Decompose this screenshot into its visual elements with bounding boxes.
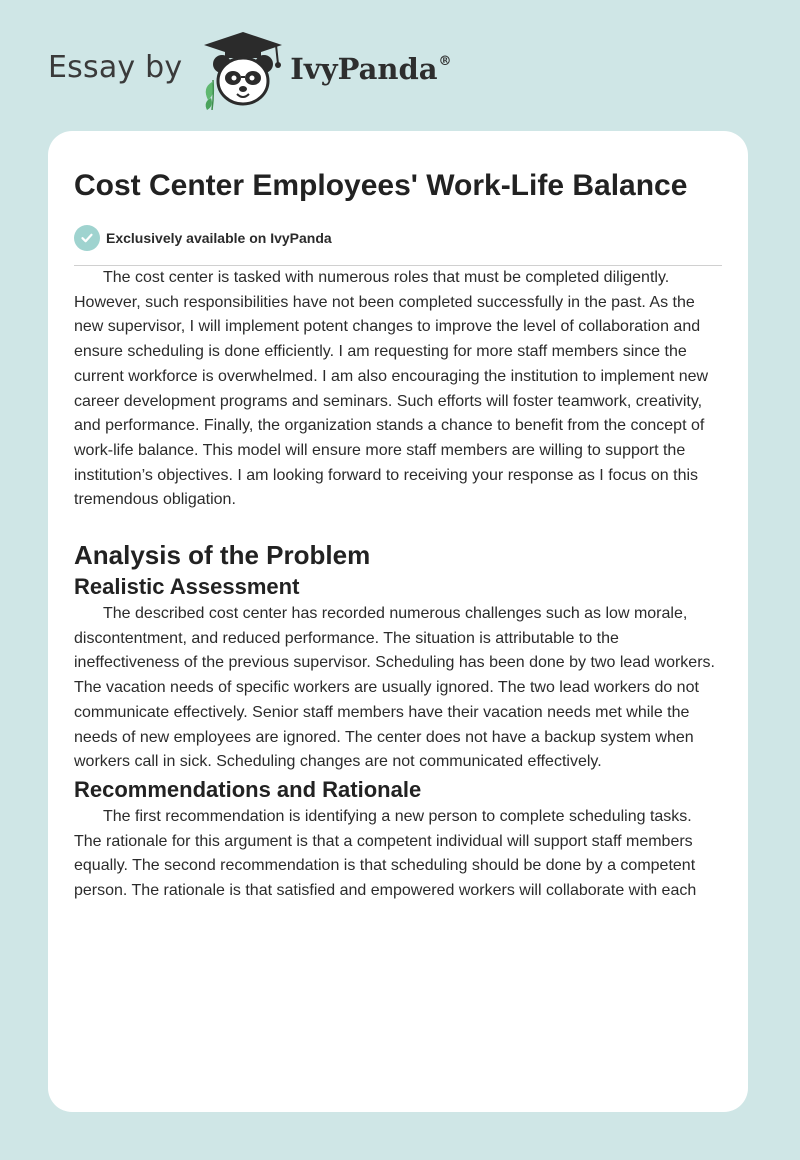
article-body: [74, 165, 722, 904]
essay-by-label: Essay by: [48, 49, 183, 85]
site-header: [48, 30, 452, 110]
brand-name[interactable]: IvyPanda®: [290, 52, 452, 86]
assessment-paragraph: The described cost center has recorded numerous challenges such as low morale, discontentment, and reduced performance. The situation is attributable to the ineffectiveness of the previous supervisor. Scheduling has been done by two lead workers. The vacation needs of specific workers are usually ignored. The two lead workers do not communicate effectively. Senior staff members have their vacation needs met while the needs of new employees are ignored. The center does not have a backup system when workers call in sick. Scheduling changes are not communicated effectively.: [74, 605, 715, 771]
subsection-heading-recommendations: Recommendations and Rationale: [74, 776, 422, 802]
article-card: [48, 131, 748, 1112]
article-title: Cost Center Employees' Work-Life Balance: [74, 169, 688, 202]
registered-mark: ®: [438, 54, 452, 69]
intro-paragraph: The cost center is tasked with numerous roles that must be completed diligently. However, such responsibilities have not been completed successfully in the past. As the new supervisor, I will implement potent changes to improve the level of collaboration and ensure scheduling is done efficiently. I am requesting for more staff members since the current workforce is overwhelmed. I am also encouraging the institution to implement new career development programs and seminars. Such efforts will foster teamwork, creativity, and performance. Finally, the organization stands a chance to benefit from the concept of work-life balance. This model will ensure more staff members are willing to support the institution’s objectives. I am looking forward to receiving your response as I focus on this tremendous obligation.: [74, 269, 709, 509]
recommendations-paragraph: The first recommendation is identifying a new person to complete scheduling tasks. The rationale for this argument is that a competent individual will support staff members equally. The second recommendation is that scheduling should be done by a competent person. The rationale is that satisfied and empowered workers will collaborate with each: [74, 807, 697, 900]
check-icon: [74, 225, 100, 251]
subsection-heading-assessment: Realistic Assessment: [74, 574, 300, 600]
exclusive-badge: [74, 224, 722, 252]
panda-graduate-icon[interactable]: [198, 30, 288, 110]
exclusive-label: Exclusively available on IvyPanda: [106, 230, 332, 246]
section-heading-analysis: Analysis of the Problem: [74, 540, 371, 571]
